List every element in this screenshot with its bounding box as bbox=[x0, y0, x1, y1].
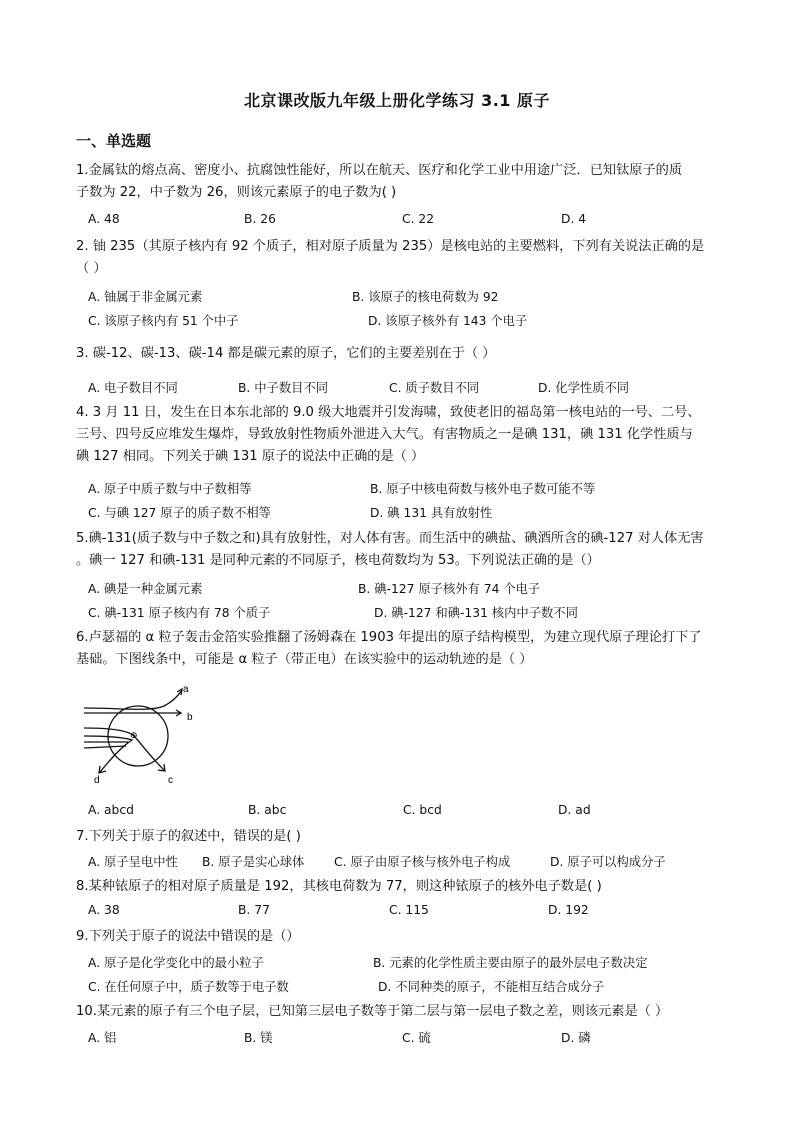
option-c[interactable]: C. 原子由原子核与核外电子构成 bbox=[334, 855, 511, 869]
option-b[interactable]: B. 元素的化学性质主要由原子的最外层电子数决定 bbox=[373, 956, 648, 970]
question-2 bbox=[76, 236, 726, 280]
question-line: 8.某种铱原子的相对原子质量是 192，其核电荷数为 77，则这种铱原子的核外电子数是( ) bbox=[76, 879, 602, 894]
option-c[interactable]: C. 质子数目不同 bbox=[389, 381, 480, 395]
option-a[interactable]: A. 铀属于非金属元素 bbox=[88, 290, 203, 304]
option-a[interactable]: A. abcd bbox=[88, 803, 134, 817]
option-a[interactable]: A. 原子是化学变化中的最小粒子 bbox=[88, 956, 264, 970]
options-2a bbox=[88, 287, 728, 307]
option-c[interactable]: C. 硫 bbox=[402, 1031, 431, 1045]
atom-circle bbox=[108, 706, 168, 766]
question-line: 4. 3 月 11 日，发生在日本东北部的 9.0 级大地震并引发海啸，致使老旧的福岛第一核电站的一号、二号、 bbox=[76, 405, 701, 420]
question-8 bbox=[76, 876, 726, 898]
document-title: 北京课改版九年级上册化学练习 3.1 原子 bbox=[244, 91, 550, 110]
question-line: 2. 铀 235（其原子核内有 92 个质子，相对原子质量为 235）是核电站的主要燃料，下列有关说法正确的是 bbox=[76, 239, 705, 254]
question-line: （ ） bbox=[76, 261, 107, 276]
section-heading: 一、单选题 bbox=[76, 132, 152, 150]
question-line: 子数为 22，中子数为 26，则该元素原子的电子数为( ) bbox=[76, 185, 397, 200]
option-d[interactable]: D. 该原子核外有 143 个电子 bbox=[368, 314, 528, 328]
option-a[interactable]: A. 原子呈电中性 bbox=[88, 855, 178, 869]
question-line: 三号、四号反应堆发生爆炸，导致放射性物质外泄进入大气。有害物质之一是碘 131，碘 131 化学性质与 bbox=[76, 427, 693, 442]
question-7 bbox=[76, 826, 726, 848]
nucleus-symbol: ⊕ bbox=[130, 731, 138, 741]
option-d[interactable]: D. 碘-127 和碘-131 核内中子数不同 bbox=[374, 606, 578, 620]
option-b[interactable]: B. 中子数目不同 bbox=[238, 381, 329, 395]
option-a[interactable]: A. 原子中质子数与中子数相等 bbox=[88, 482, 252, 496]
option-c[interactable]: C. bcd bbox=[403, 803, 442, 817]
option-c[interactable]: C. 在任何原子中，质子数等于电子数 bbox=[88, 980, 289, 994]
label-b: b bbox=[187, 712, 193, 723]
question-line: 9.下列关于原子的说法中错误的是（） bbox=[76, 929, 300, 944]
option-a[interactable]: A. 48 bbox=[88, 212, 120, 226]
options-10 bbox=[88, 1028, 728, 1048]
question-5 bbox=[76, 528, 726, 572]
options-4a bbox=[88, 479, 728, 499]
options-9b bbox=[88, 977, 728, 997]
option-c[interactable]: C. 该原子核内有 51 个中子 bbox=[88, 314, 239, 328]
options-7 bbox=[88, 852, 728, 872]
label-a: a bbox=[183, 684, 189, 695]
option-b[interactable]: B. 镁 bbox=[244, 1031, 273, 1045]
question-line: 基础。下图线条中，可能是 α 粒子（带正电）在该实验中的运动轨迹的是（ ） bbox=[76, 652, 533, 667]
option-d[interactable]: D. 原子可以构成分子 bbox=[550, 855, 666, 869]
option-a[interactable]: A. 电子数目不同 bbox=[88, 381, 178, 395]
question-1 bbox=[76, 160, 726, 204]
options-3 bbox=[88, 378, 728, 398]
option-c[interactable]: C. 115 bbox=[389, 903, 429, 917]
question-4 bbox=[76, 402, 726, 468]
option-b[interactable]: B. 26 bbox=[244, 212, 276, 226]
options-2b bbox=[88, 311, 728, 331]
question-line: 碘 127 相同。下列关于碘 131 原子的说法中正确的是（ ） bbox=[76, 449, 425, 464]
option-a[interactable]: A. 38 bbox=[88, 903, 120, 917]
question-line: 3. 碳-12、碳-13、碳-14 都是碳元素的原子，它们的主要差别在于（ ） bbox=[76, 346, 496, 361]
option-d[interactable]: D. 化学性质不同 bbox=[538, 381, 630, 395]
question-line: 6.卢瑟福的 α 粒子轰击金箔实验推翻了汤姆森在 1903 年提出的原子结构模型，为建立现代原子理论打下了 bbox=[76, 630, 702, 645]
question-line: 7.下列关于原子的叙述中，错误的是( ) bbox=[76, 829, 301, 844]
question-9 bbox=[76, 926, 726, 948]
question-line: 。碘一 127 和碘-131 是同种元素的不同原子，核电荷数均为 53。下列说法正确的是（） bbox=[76, 553, 600, 568]
label-c: c bbox=[168, 775, 173, 786]
option-b[interactable]: B. abc bbox=[248, 803, 287, 817]
option-d[interactable]: D. 碘 131 具有放射性 bbox=[370, 506, 493, 520]
option-b[interactable]: B. 77 bbox=[238, 903, 270, 917]
option-b[interactable]: B. 该原子的核电荷数为 92 bbox=[352, 290, 499, 304]
option-d[interactable]: D. 192 bbox=[548, 903, 589, 917]
option-d[interactable]: D. ad bbox=[558, 803, 591, 817]
question-line: 5.碘-131(质子数与中子数之和)具有放射性，对人体有害。而生活中的碘盐、碘酒所含的碘-127 对人体无害 bbox=[76, 531, 704, 546]
question-6 bbox=[76, 627, 726, 671]
option-d[interactable]: D. 4 bbox=[561, 212, 587, 226]
question-line: 10.某元素的原子有三个电子层，已知第三层电子数等于第二层与第一层电子数之差，则该元素是（ ） bbox=[76, 1004, 669, 1019]
option-a[interactable]: A. 铝 bbox=[88, 1031, 117, 1045]
options-5b bbox=[88, 603, 728, 623]
option-c[interactable]: C. 与碘 127 原子的质子数不相等 bbox=[88, 506, 271, 520]
label-d: d bbox=[94, 775, 100, 786]
option-b[interactable]: B. 原子中核电荷数与核外电子数可能不等 bbox=[370, 482, 596, 496]
options-6 bbox=[88, 803, 728, 823]
option-c[interactable]: C. 22 bbox=[402, 212, 435, 226]
option-d[interactable]: D. 不同种类的原子，不能相互结合成分子 bbox=[378, 980, 605, 994]
alpha-particle-trajectory-figure bbox=[80, 684, 204, 790]
options-9a bbox=[88, 953, 728, 973]
options-4b bbox=[88, 503, 728, 523]
trajectory-c bbox=[84, 728, 164, 770]
question-10 bbox=[76, 1001, 726, 1023]
option-a[interactable]: A. 碘是一种金属元素 bbox=[88, 582, 203, 596]
options-1 bbox=[88, 212, 728, 232]
options-8 bbox=[88, 903, 728, 923]
option-b[interactable]: B. 碘-127 原子核外有 74 个电子 bbox=[358, 582, 541, 596]
question-3 bbox=[76, 343, 726, 365]
option-b[interactable]: B. 原子是实心球体 bbox=[202, 855, 305, 869]
options-5a bbox=[88, 579, 728, 599]
question-line: 1.金属钛的熔点高、密度小、抗腐蚀性能好，所以在航天、医疗和化学工业中用途广泛．已知钛原子的质 bbox=[76, 163, 683, 178]
option-c[interactable]: C. 碘-131 原子核内有 78 个质子 bbox=[88, 606, 271, 620]
option-d[interactable]: D. 磷 bbox=[561, 1031, 591, 1045]
